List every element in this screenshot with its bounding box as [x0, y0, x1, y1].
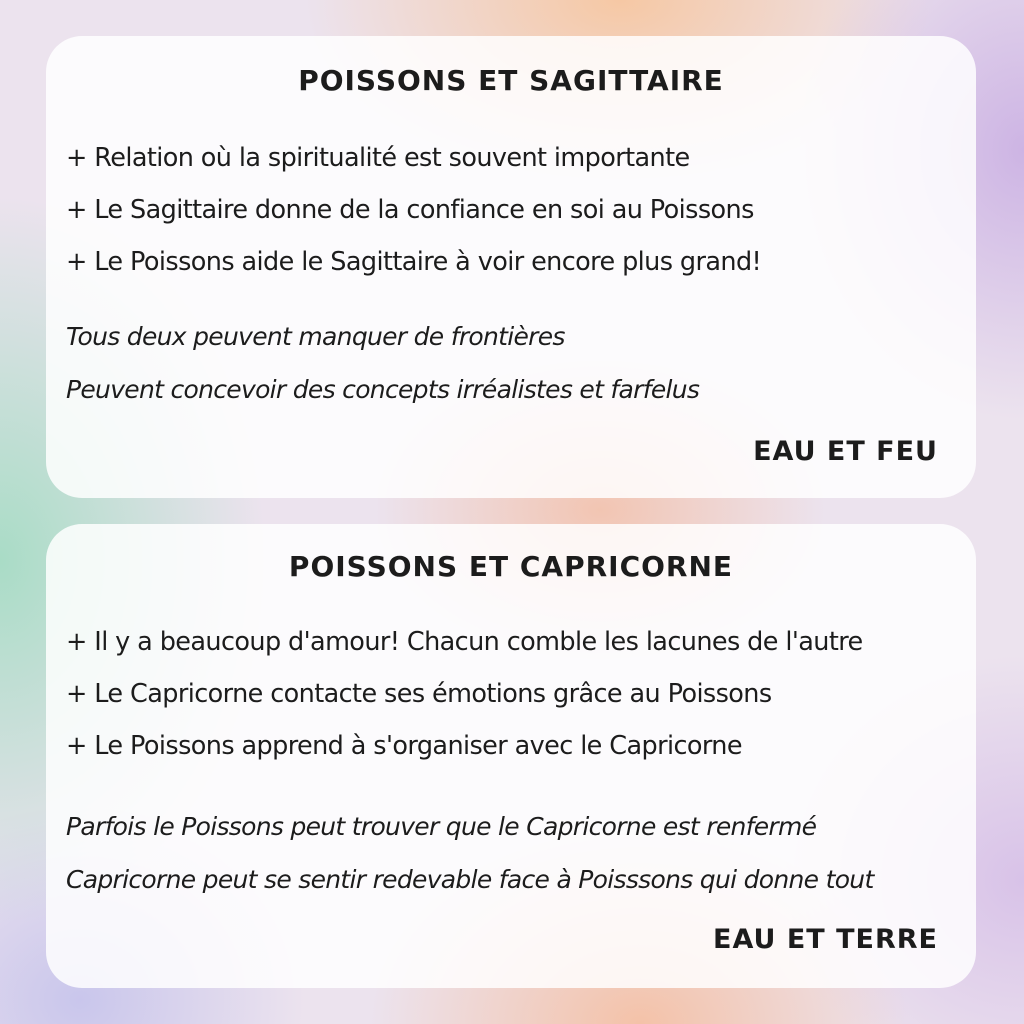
- cons-list: [66, 800, 966, 906]
- pro-item: + Relation où la spiritualité est souvent importante: [66, 143, 690, 173]
- compatibility-card-sagittaire: [46, 36, 976, 498]
- con-item: Capricorne peut se sentir redevable face à Poisssons qui donne tout: [66, 865, 874, 894]
- pro-item: + Le Poissons apprend à s'organiser avec le Capricorne: [66, 731, 742, 761]
- cons-list: [66, 310, 966, 416]
- card-title: POISSONS ET CAPRICORNE: [288, 550, 734, 583]
- pro-item: + Le Poissons aide le Sagittaire à voir encore plus grand!: [66, 247, 762, 277]
- pro-item: + Il y a beaucoup d'amour! Chacun comble les lacunes de l'autre: [66, 627, 863, 657]
- pro-item: + Le Capricorne contacte ses émotions grâce au Poissons: [66, 679, 772, 709]
- element-label: EAU ET TERRE: [713, 924, 938, 955]
- element-label: EAU ET FEU: [753, 436, 938, 467]
- pros-list: [66, 616, 966, 772]
- card-title: POISSONS ET SAGITTAIRE: [298, 64, 724, 97]
- con-item: Parfois le Poissons peut trouver que le Capricorne est renfermé: [66, 812, 817, 841]
- pro-item: + Le Sagittaire donne de la confiance en soi au Poissons: [66, 195, 754, 225]
- compatibility-card-capricorne: [46, 524, 976, 988]
- con-item: Peuvent concevoir des concepts irréalistes et farfelus: [66, 375, 700, 404]
- con-item: Tous deux peuvent manquer de frontières: [66, 322, 565, 351]
- pros-list: [66, 132, 966, 288]
